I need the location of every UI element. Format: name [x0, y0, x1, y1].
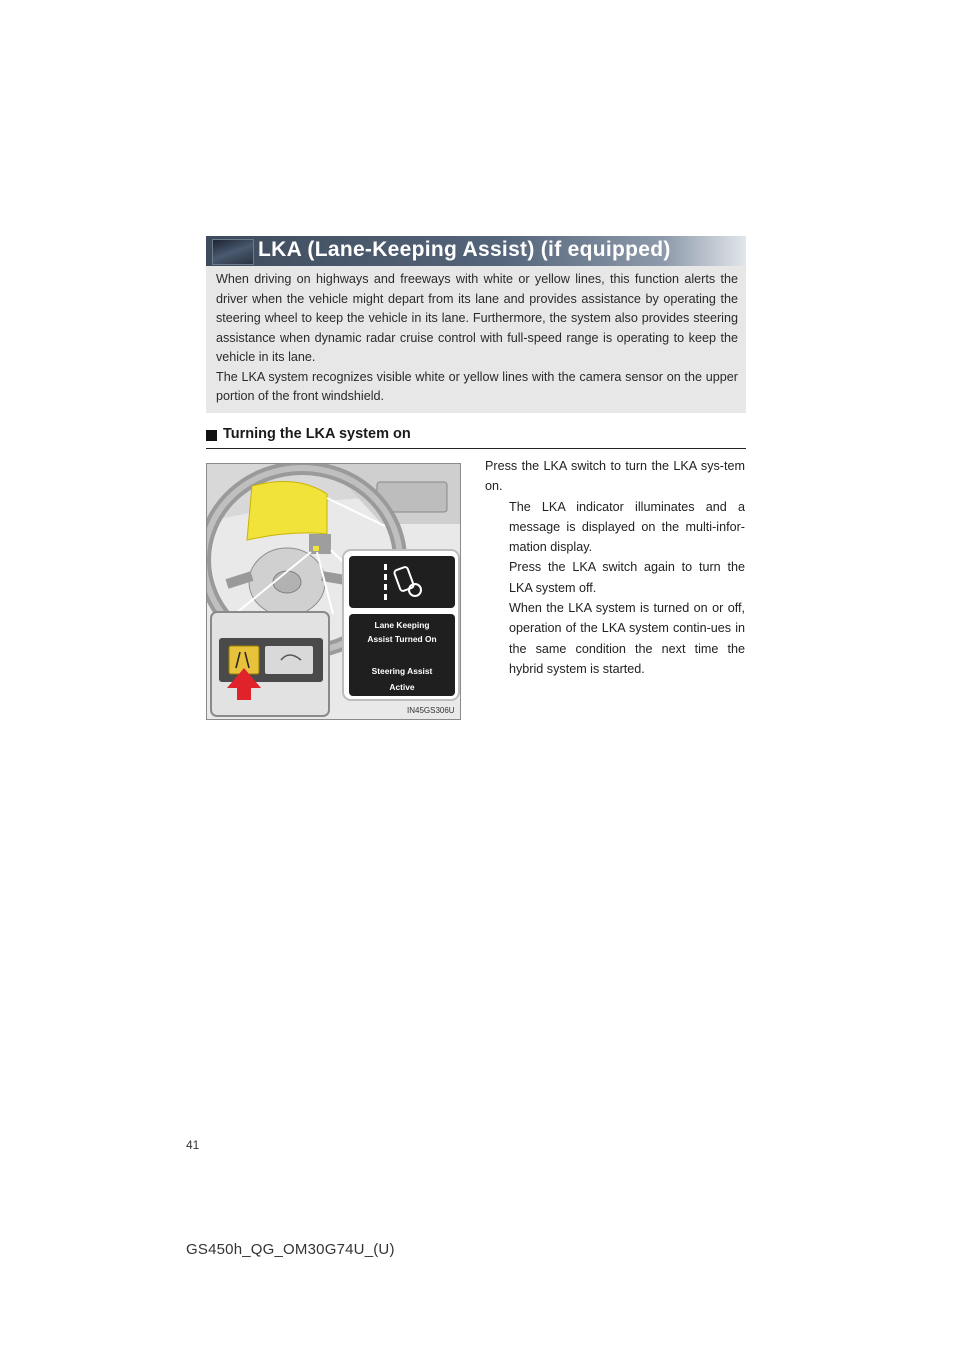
image-code: IN45GS306U — [407, 706, 455, 715]
section-title: LKA (Lane-Keeping Assist) (if equipped) — [258, 238, 671, 261]
display-message-line-1: Lane Keeping — [374, 620, 430, 630]
display-message-line-4: Active — [389, 682, 415, 692]
document-code: GS450h_QG_OM30G74U_(U) — [186, 1241, 395, 1258]
body-paragraph-3: Press the LKA switch again to turn the LKA system off. — [509, 560, 745, 595]
subsection-heading — [206, 426, 746, 449]
section-title-bar — [206, 236, 746, 266]
page-number: 41 — [186, 1138, 200, 1152]
body-paragraph-4: When the LKA system is turned on or off, operation of the LKA system contin-ues in the same condition the next time the hybrid system is started. — [509, 601, 745, 676]
subsection-title: Turning the LKA system on — [223, 426, 411, 442]
intro-paragraph-2: The LKA system recognizes visible white or yellow lines with the camera sensor on the upper portion of the front windshield. — [216, 369, 738, 403]
body-paragraph-1: Press the LKA switch to turn the LKA sys-tem on. — [485, 459, 745, 494]
body-text — [485, 456, 745, 679]
intro-text — [216, 270, 738, 407]
display-message-line-3: Steering Assist — [371, 666, 433, 676]
square-bullet-icon — [206, 430, 217, 441]
intro-box — [206, 266, 746, 413]
section-thumbnail-image — [212, 239, 254, 265]
lka-illustration — [206, 463, 461, 720]
body-paragraph-2: The LKA indicator illuminates and a message is displayed on the multi-infor-mation display. — [509, 499, 745, 555]
intro-paragraph-1: When driving on highways and freeways with white or yellow lines, this function alerts the driver when the vehicle might depart from its lane and provides assistance by operating the steering wheel to keep the vehicle in its lane. Furthermore, the system also provides steering assistance when dynamic radar cruise control with full-speed range is operating to keep the vehicle in its lane. — [216, 272, 738, 364]
display-message-line-2: Assist Turned On — [367, 634, 437, 644]
